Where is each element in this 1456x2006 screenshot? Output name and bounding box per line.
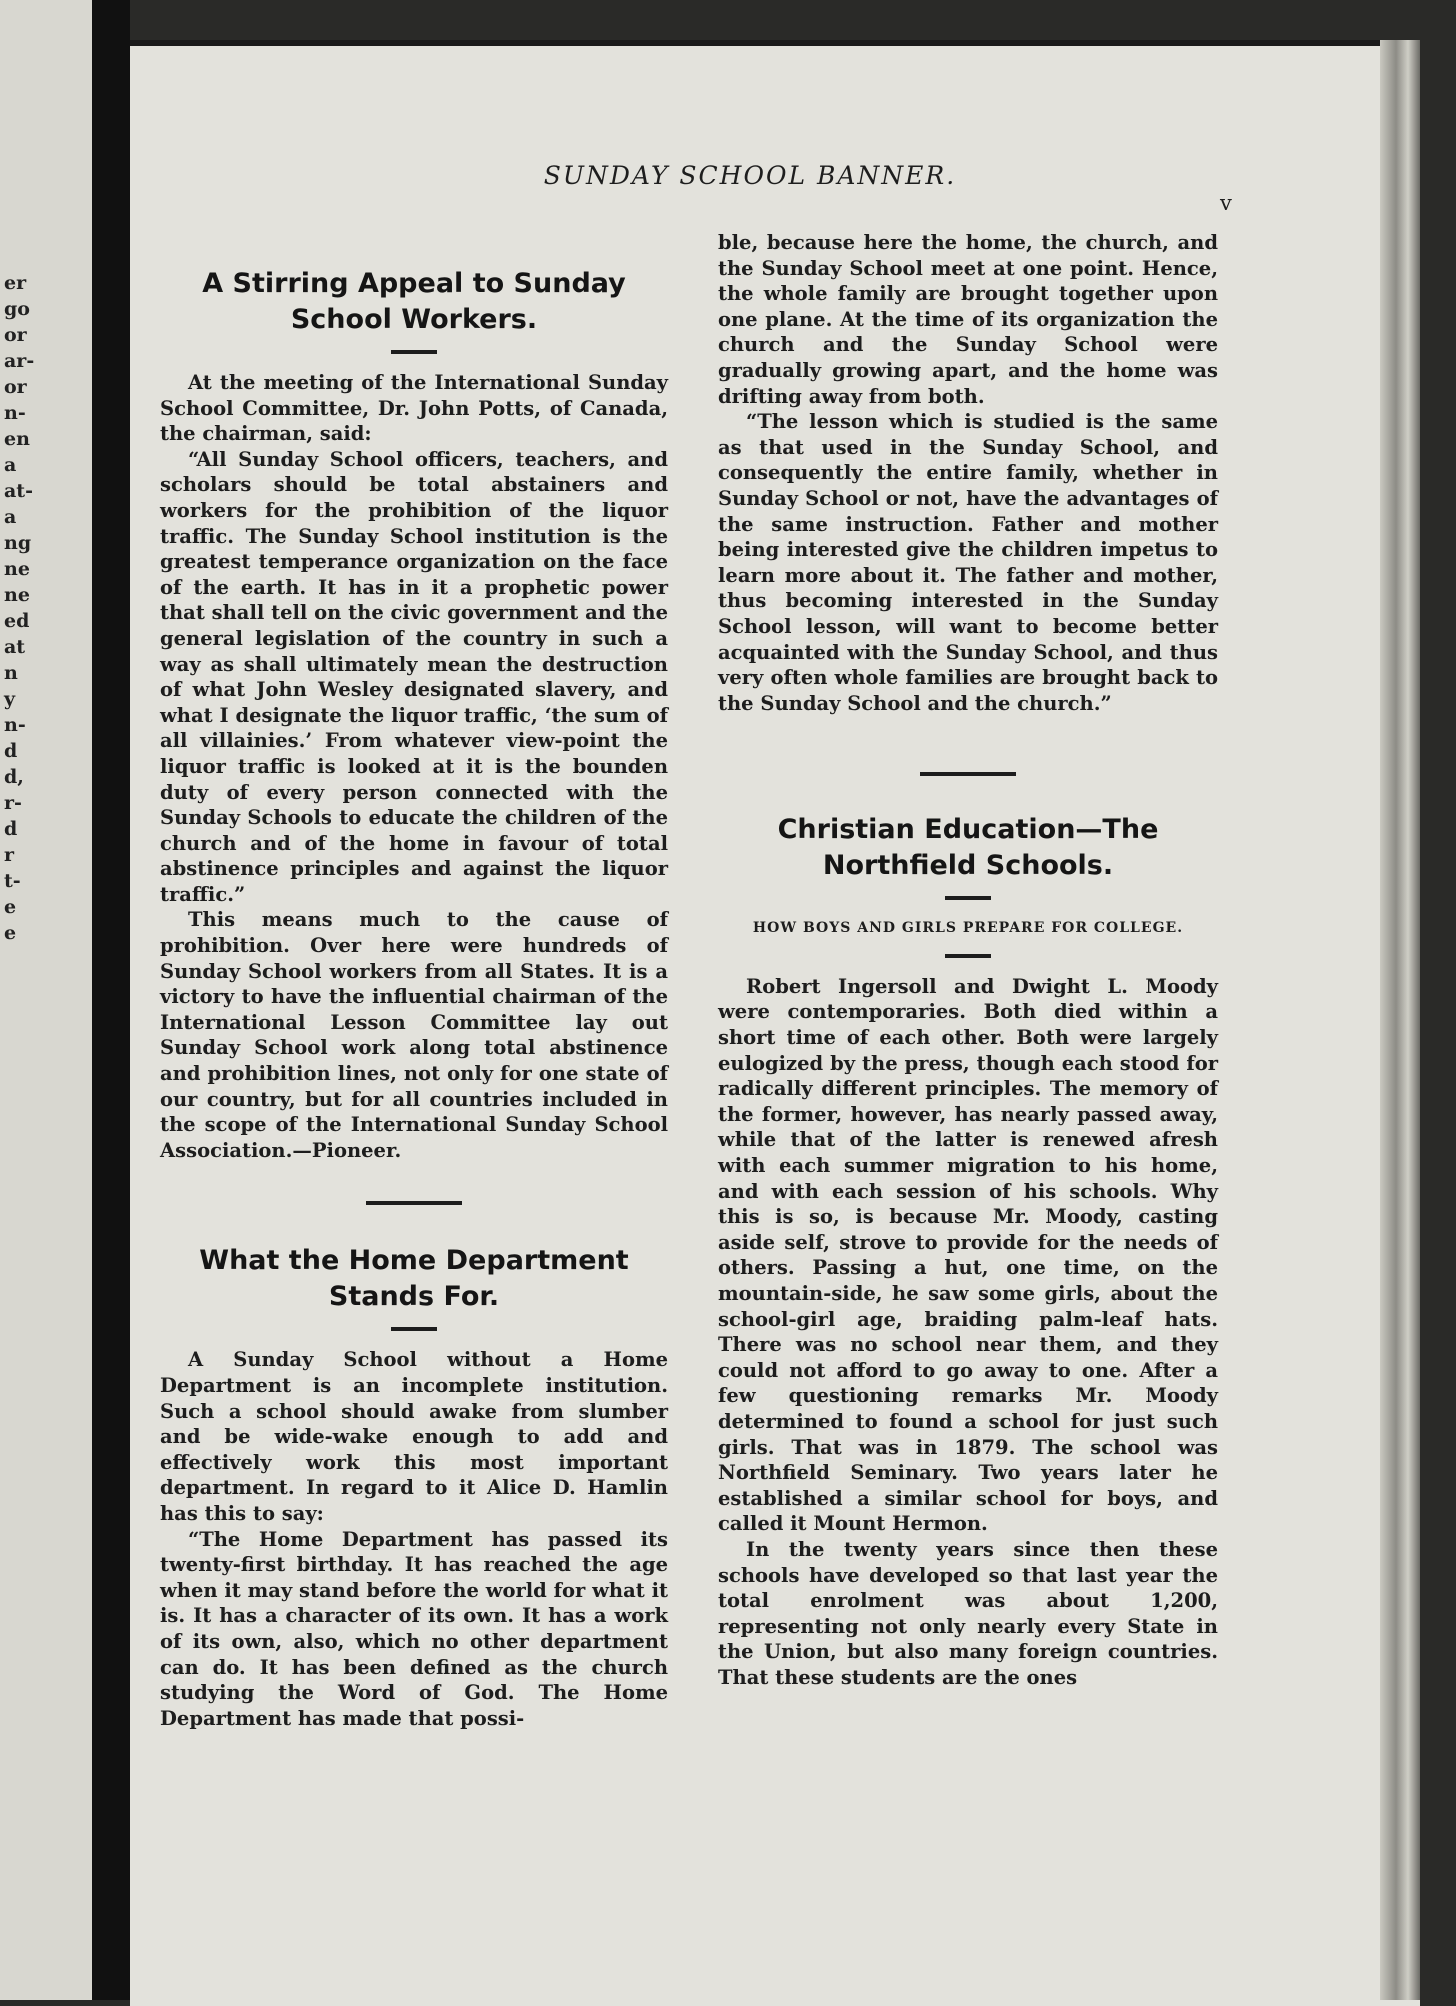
left-page-sliver: [0, 0, 92, 2000]
left-page-fragment: en: [4, 428, 30, 450]
left-page-fragment: ne: [4, 558, 30, 580]
left-page-fragment: e: [4, 896, 17, 918]
article-title-home-department: What the Home Department Stands For.: [199, 1245, 629, 1313]
left-page-fragment: go: [4, 298, 30, 320]
left-page-fragment: a: [4, 454, 17, 476]
paragraph: This means much to the cause of prohibition. Over here were hundreds of Sunday School workers from all States. It is a victory to have the influential chairman of the International Lesson Committee lay out Sunday School work along total abstinence and prohibition lines, not only for one state of our country, but for all countries included in the scope of the International Sunday School Association.—Pioneer.: [160, 908, 668, 1162]
running-header: SUNDAY SCHOOL BANNER.: [543, 161, 957, 190]
left-page-fragment: n-: [4, 714, 26, 736]
rule: [391, 1327, 437, 1331]
page: [130, 40, 1420, 2006]
paragraph: At the meeting of the International Sunday School Committee, Dr. John Potts, of Canada, the chairman, said:: [160, 371, 668, 446]
left-page-fragment: ne: [4, 584, 30, 606]
article-subtitle: HOW BOYS AND GIRLS PREPARE FOR COLLEGE.: [752, 920, 1184, 937]
paragraph: “The lesson which is studied is the same as that used in the Sunday School, and consequently the entire family, whether in Sunday School or not, have the advantages of the same instruction. Father and mother being interested give the children impetus to learn more about it. The father and mother, thus becoming interested in the Sunday School lesson, will want to become better acquainted with the Sunday School, and thus very often whole families are brought back to the Sunday School and the church.”: [718, 410, 1218, 715]
left-page-fragment: or: [4, 376, 27, 398]
left-page-fragment: r-: [4, 792, 22, 814]
rule: [391, 350, 437, 354]
paragraph: “All Sunday School officers, teachers, and scholars should be total abstainers and workers for the prohibition of the liquor traffic. The Sunday School institution is the greatest temperance organization on the face of the earth. It has in it a prophetic power that shall tell on the civic government and the general legislation of the country in such a way as shall ultimately mean the destruction of what John Wesley designated slavery, and what I designate the liquor traffic, ‘the sum of all villainies.’ From whatever view-point the liquor traffic is looked at it is the bounden duty of every person connected with the Sunday Schools to educate the children of the church and of the home in favour of total abstinence principles and against the liquor traffic.”: [160, 447, 668, 906]
left-page-fragment: n-: [4, 402, 26, 424]
paragraph: Robert Ingersoll and Dwight L. Moody were contemporaries. Both died within a short time of each other. Both were largely eulogized by the press, though each stood for radically different principles. The memory of the former, however, has nearly passed away, while that of the latter is renewed afresh with each summer migration to his home, and with each session of his schools. Why this is so, is because Mr. Moody, casting aside self, strove to provide for the needs of others. Passing a hut, one time, on the mountain-side, he saw some girls, about the school-girl age, braiding palm-leaf hats. There was no school near them, and they could not afford to go away to one. After a few questioning remarks Mr. Moody determined to found a school for just such girls. That was in 1879. The school was Northfield Seminary. Two years later he established a similar school for boys, and called it Mount Hermon.: [718, 974, 1218, 1536]
left-page-fragment: d,: [4, 766, 24, 788]
column-right: [718, 230, 1218, 1691]
section-rule: [366, 1201, 462, 1205]
left-page-fragment: ng: [4, 532, 32, 554]
article-title-christian-education: Christian Education—The Northfield Schools.: [777, 814, 1159, 882]
rule: [945, 896, 991, 900]
left-page-fragment: ed: [4, 610, 30, 632]
section-rule: [920, 772, 1016, 776]
article-title-stirring-appeal: A Stirring Appeal to Sunday School Workers.: [202, 268, 626, 335]
page-number: v: [1220, 191, 1232, 215]
page-edge: [1380, 40, 1420, 2000]
left-page-fragment: or: [4, 324, 27, 346]
left-page-fragment: y: [4, 688, 16, 710]
paragraph: In the twenty years since then these schools have developed so that last year the total enrolment was about 1,200, representing not only nearly every State in the Union, but also many foreign countries. That these students are the ones: [718, 1537, 1218, 1689]
left-page-fragment: e: [4, 922, 17, 944]
paragraph: “The Home Department has passed its twenty-first birthday. It has reached the age when it may stand before the world for what it is. It has a character of its own. It has a work of its own, also, which no other department can do. It has been defined as the church studying the Word of God. The Home Department has made that possi-: [160, 1527, 668, 1730]
left-page-fragment: er: [4, 272, 27, 294]
column-left: [160, 266, 668, 1731]
left-page-fragment: r: [4, 844, 15, 866]
left-page-fragment: at: [4, 636, 26, 658]
left-page-fragment: ar-: [4, 350, 35, 372]
left-page-fragment: t-: [4, 870, 21, 892]
left-page-fragment: a: [4, 506, 17, 528]
left-page-fragment: at-: [4, 480, 33, 502]
rule: [945, 954, 991, 958]
left-page-fragment: d: [4, 818, 18, 840]
paragraph: ble, because here the home, the church, and the Sunday School meet at one point. Hence, the whole family are brought together upon one plane. At the time of its organization the church and the Sunday School were gradually growing apart, and the home was drifting away from both.: [718, 231, 1218, 408]
paragraph: A Sunday School without a Home Department is an incomplete institution. Such a school should awake from slumber and be wide-wake enough to add and effectively work this most important department. In regard to it Alice D. Hamlin has this to say:: [160, 1348, 668, 1525]
left-page-fragment: n: [4, 662, 18, 684]
left-page-fragment: d: [4, 740, 18, 762]
book-gutter: [92, 0, 130, 2000]
